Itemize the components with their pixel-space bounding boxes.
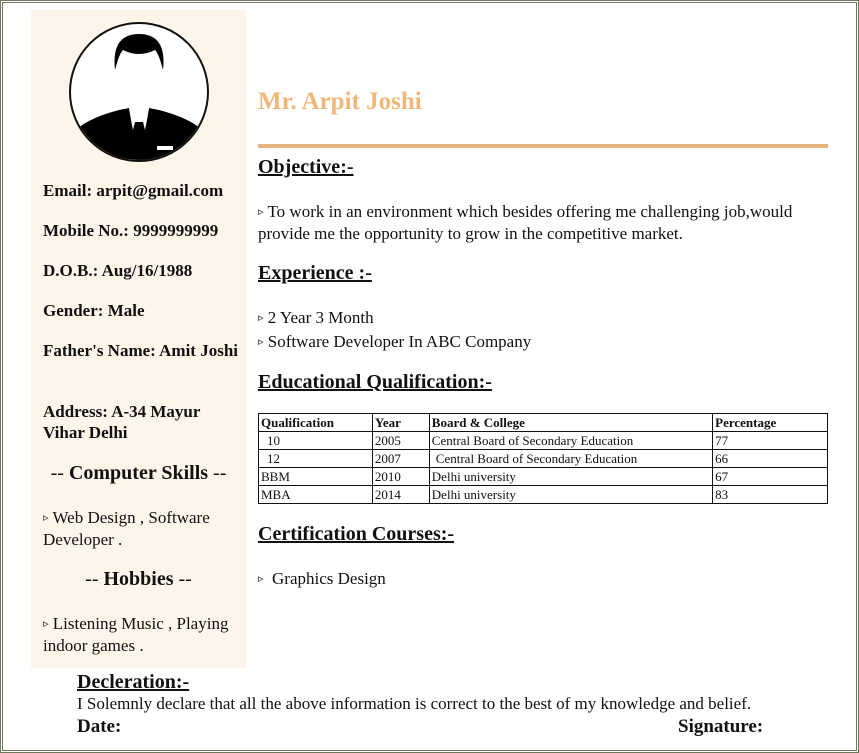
experience-item: ▹ Software Developer In ABC Company [258, 332, 532, 351]
column-header: Year [372, 414, 429, 432]
person-in-suit-icon [69, 22, 209, 162]
education-table [258, 413, 828, 504]
email-info: Email: arpit@gmail.com [43, 181, 224, 200]
declaration-text: I Solemnly declare that all the above information is correct to the best of my knowledge and belief. [77, 694, 752, 713]
column-header: Qualification [259, 414, 373, 432]
experience-item: ▹ 2 Year 3 Month [258, 308, 374, 327]
table-row: 10 2005 Central Board of Secondary Education 77 [259, 432, 828, 450]
address-info: Address: A-34 Mayur Vihar Delhi [43, 402, 201, 442]
email-value[interactable]: arpit@gmail.com [96, 181, 224, 200]
certification-item: ▹ Graphics Design [258, 569, 386, 588]
sidebar [31, 10, 246, 668]
bullet-triangle-icon: ▹ [43, 618, 49, 630]
dob-info: D.O.B.: Aug/16/1988 [43, 261, 193, 280]
objective-text: ▹ To work in an environment which besides offering me challenging job,would provide me the opportunity to grow in the competitive market. [258, 202, 793, 243]
computer-skills-heading: -- Computer Skills -- [50, 462, 227, 484]
bullet-triangle-icon: ▹ [258, 206, 264, 218]
table-row: 12 2007 Central Board of Secondary Education 66 [259, 450, 828, 468]
mobile-info: Mobile No.: 9999999999 [43, 221, 219, 240]
candidate-name: Mr. Arpit Joshi [258, 88, 422, 115]
header-divider [258, 144, 828, 148]
hobbies-text: ▹ Listening Music , Playing indoor games . [43, 614, 229, 655]
certification-heading: Certification Courses:- [258, 523, 455, 545]
table-row: MBA 2014 Delhi university 83 [259, 486, 828, 504]
column-header: Board & College [429, 414, 712, 432]
gender-info: Gender: Male [43, 301, 145, 320]
date-label: Date: [77, 716, 122, 737]
education-heading: Educational Qualification:- [258, 371, 492, 393]
table-header-row [259, 414, 828, 432]
declaration-heading: Decleration:- [77, 671, 190, 693]
signature-label: Signature: [678, 716, 764, 737]
table-row: BBM 2010 Delhi university 67 [259, 468, 828, 486]
computer-skills-text: ▹ Web Design , Software Developer . [43, 508, 210, 549]
column-header: Percentage [713, 414, 828, 432]
bullet-triangle-icon: ▹ [43, 512, 49, 524]
experience-heading: Experience :- [258, 262, 372, 284]
bullet-triangle-icon: ▹ [258, 312, 264, 324]
bullet-triangle-icon: ▹ [258, 336, 264, 348]
father-name-info: Father's Name: Amit Joshi [43, 341, 239, 360]
bullet-triangle-icon: ▹ [258, 573, 264, 585]
objective-heading: Objective:- [258, 156, 354, 178]
hobbies-heading: -- Hobbies -- [85, 568, 192, 590]
